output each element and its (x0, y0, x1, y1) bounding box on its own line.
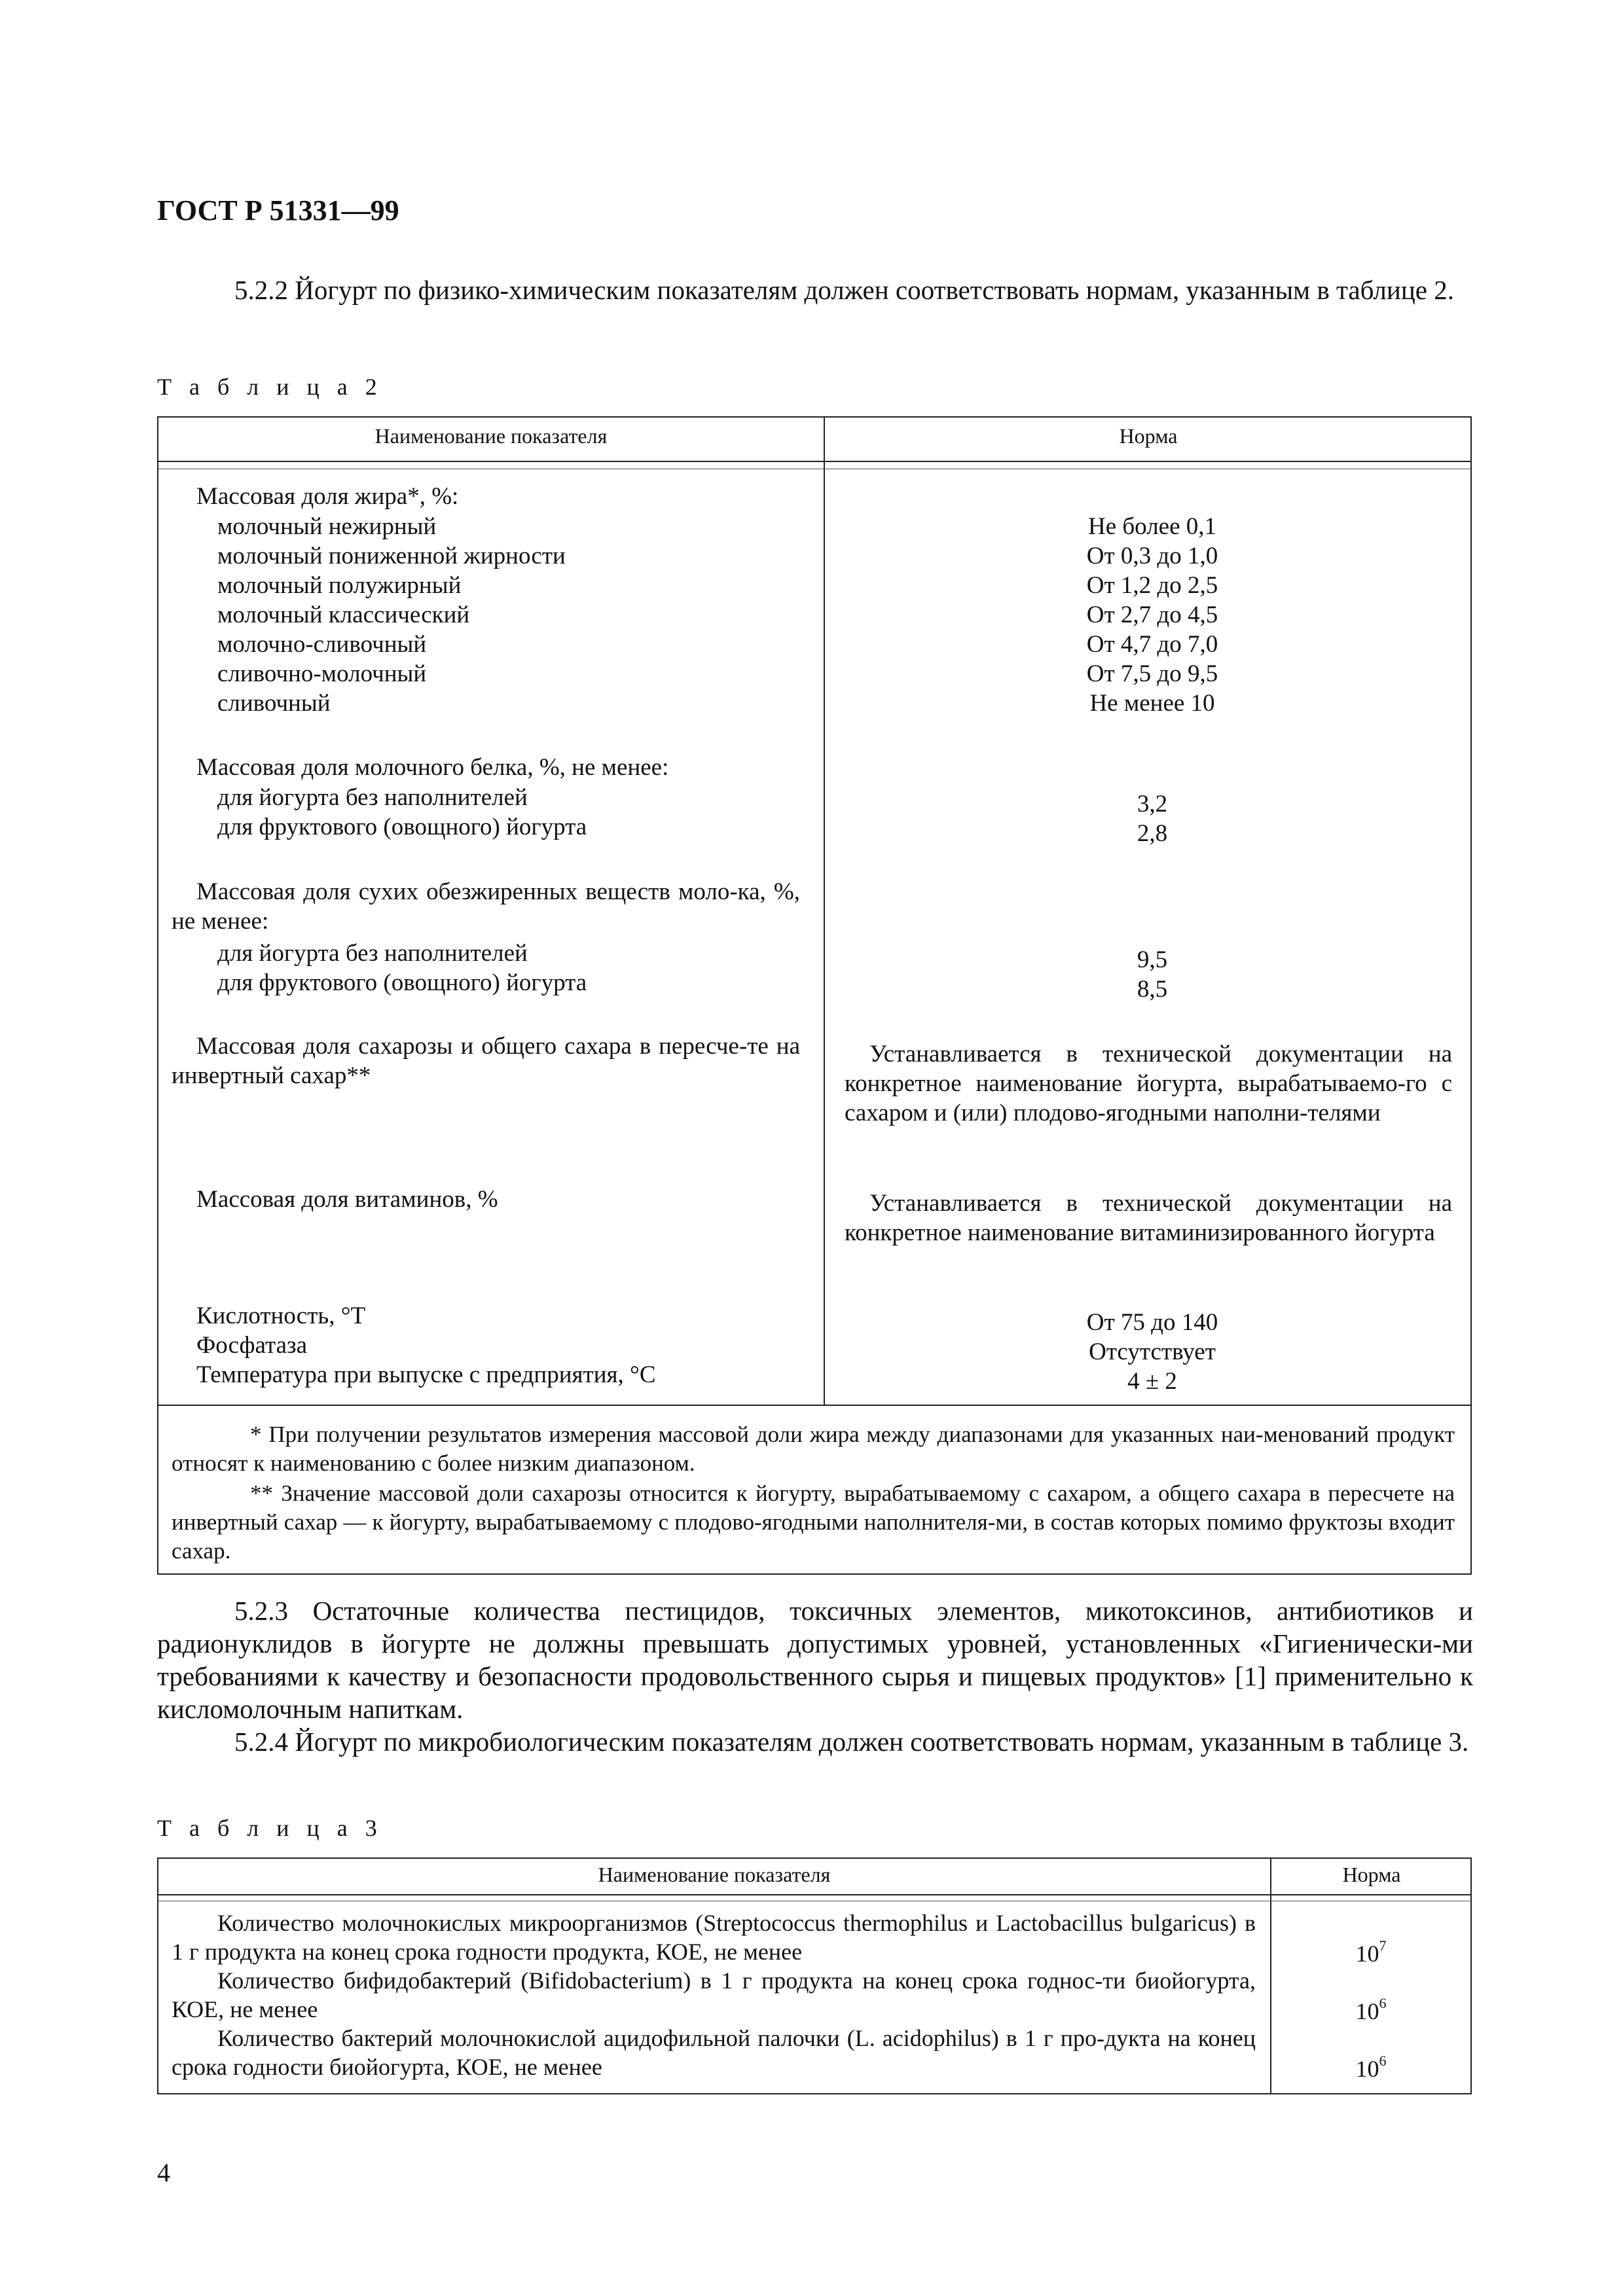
fat-row-value: От 7,5 до 9,5 (1086, 660, 1218, 687)
table3-header-norm: Норма (1342, 1863, 1401, 1886)
solids-row-value: 8,5 (1137, 976, 1168, 1003)
solids-row-name: для йогурта без наполнителей (217, 940, 528, 967)
table2-header-divider (158, 461, 1470, 462)
fat-row-name: молочный пониженной жирности (217, 543, 566, 569)
table3-row-value: $10^6$ (1355, 2053, 1387, 2082)
table-3 (157, 1857, 1472, 2094)
protein-row-name: для фруктового (овощного) йогурта (217, 814, 587, 840)
protein-title: Массовая доля молочного белка, %, не менее: (196, 754, 669, 781)
sugar-title: Массовая доля сахарозы и общего сахара в пересче-те на инвертный сахар** (172, 1033, 800, 1089)
paragraph-5-2-2: 5.2.2 Йогурт по физико-химическим показателям должен соответствовать нормам, указанным в таблице 2. (234, 275, 1454, 305)
table3-row-value: $10^7$ (1355, 1937, 1387, 1967)
table3-row-name: Количество молочнокислых микроорганизмов (Streptococcus thermophilus и Lactobacillus bulgaricus) в 1 г продукта на конец срока годности продукта, КОЕ, не менее (172, 1910, 1256, 1965)
fat-row-value: От 2,7 до 4,5 (1086, 601, 1218, 628)
paragraph-5-2-3: 5.2.3 Остаточные количества пестицидов, токсичных элементов, микотоксинов, антибиотиков и радионуклидов в йогурте не должны превышать допустимых уровней, установленных «Гигиенически-ми требованиями к качеству и безопасности продовольственного сырья и пищевых продуктов» [1] применительно к кисломолочным напиткам. (157, 1596, 1473, 1724)
fat-row-name: молочно-сливочный (217, 631, 427, 658)
table2-header-norm: Норма (1119, 424, 1178, 448)
acidity-name: Кислотность, °Т (196, 1302, 366, 1329)
table3-header-divider (158, 1894, 1470, 1895)
protein-row-name: для йогурта без наполнителей (217, 784, 528, 811)
fat-row-value: От 0,3 до 1,0 (1086, 543, 1218, 569)
table2-footnote-1: * При получении результатов измерения массовой доли жира между диапазонами для указанных наи-менований продукт относят к наименованию с более низким диапазоном. (172, 1422, 1455, 1476)
fat-row-value: От 4,7 до 7,0 (1086, 631, 1218, 658)
table3-row-value: $10^6$ (1355, 1995, 1387, 2024)
fat-row-value: От 1,2 до 2,5 (1086, 572, 1218, 599)
temperature-name: Температура при выпуске с предприятия, °С (196, 1361, 656, 1388)
table3-row-name: Количество бифидобактерий (Bifidobacterium) в 1 г продукта на конец срока годнос-ти биойогурта, КОЕ, не менее (172, 1967, 1256, 2022)
fat-row-name: молочный классический (217, 601, 470, 628)
sugar-value: Устанавливается в технической документации на конкретное наименование йогурта, вырабатываемо-го с сахаром и (или) плодово-ягодными наполни-телями (845, 1041, 1452, 1126)
paragraph-5-2-4: 5.2.4 Йогурт по микробиологическим показателям должен соответствовать нормам, указанным в таблице 3. (234, 1727, 1469, 1757)
phosphatase-value: Отсутствует (1089, 1338, 1216, 1365)
solids-row-value: 9,5 (1137, 946, 1168, 973)
table2-footnote-2: ** Значение массовой доли сахарозы относится к йогурту, вырабатываемому с сахаром, а общего сахара в пересчете на инвертный сахар — к йогурту, вырабатываемому с плодово-ягодными наполнителя-ми, в состав которых помимо фруктозы входит сахар. (172, 1480, 1455, 1564)
table2-caption: Т а б л и ц а 2 (157, 374, 383, 400)
solids-row-name: для фруктового (овощного) йогурта (217, 969, 587, 996)
vitamins-title: Массовая доля витаминов, % (196, 1186, 498, 1213)
fat-row-value: Не менее 10 (1089, 690, 1215, 717)
phosphatase-name: Фосфатаза (196, 1332, 308, 1359)
fat-row-name: сливочный (217, 690, 331, 717)
table2-header-name: Наименование показателя (374, 424, 608, 448)
document-code: ГОСТ Р 51331—99 (157, 194, 399, 226)
protein-row-value: 2,8 (1137, 820, 1168, 847)
fat-title: Массовая доля жира*, %: (196, 483, 459, 510)
table2-column-divider (824, 418, 825, 1405)
page-number: 4 (157, 2158, 170, 2187)
vitamins-value: Устанавливается в технической документации на конкретное наименование витаминизированного йогурта (845, 1190, 1452, 1246)
fat-row-value: Не более 0,1 (1087, 513, 1217, 540)
temperature-value: 4 ± 2 (1127, 1368, 1177, 1395)
fat-row-name: сливочно-молочный (217, 660, 427, 687)
table2-notes-divider (158, 1405, 1470, 1406)
acidity-value: От 75 до 140 (1086, 1309, 1218, 1336)
fat-row-name: молочный нежирный (217, 513, 437, 540)
table-2 (157, 416, 1472, 1575)
fat-row-name: молочный полужирный (217, 572, 462, 599)
solids-title: Массовая доля сухих обезжиренных веществ моло-ка, %, не менее: (172, 878, 800, 935)
table3-row-name: Количество бактерий молочнокислой ацидофильной палочки (L. acidophilus) в 1 г про-дукта на конец срока годности биойогурта, КОЕ, не менее (172, 2025, 1256, 2080)
table3-caption: Т а б л и ц а 3 (157, 1815, 383, 1841)
protein-row-value: 3,2 (1137, 791, 1168, 817)
table3-header-name: Наименование показателя (598, 1863, 831, 1886)
